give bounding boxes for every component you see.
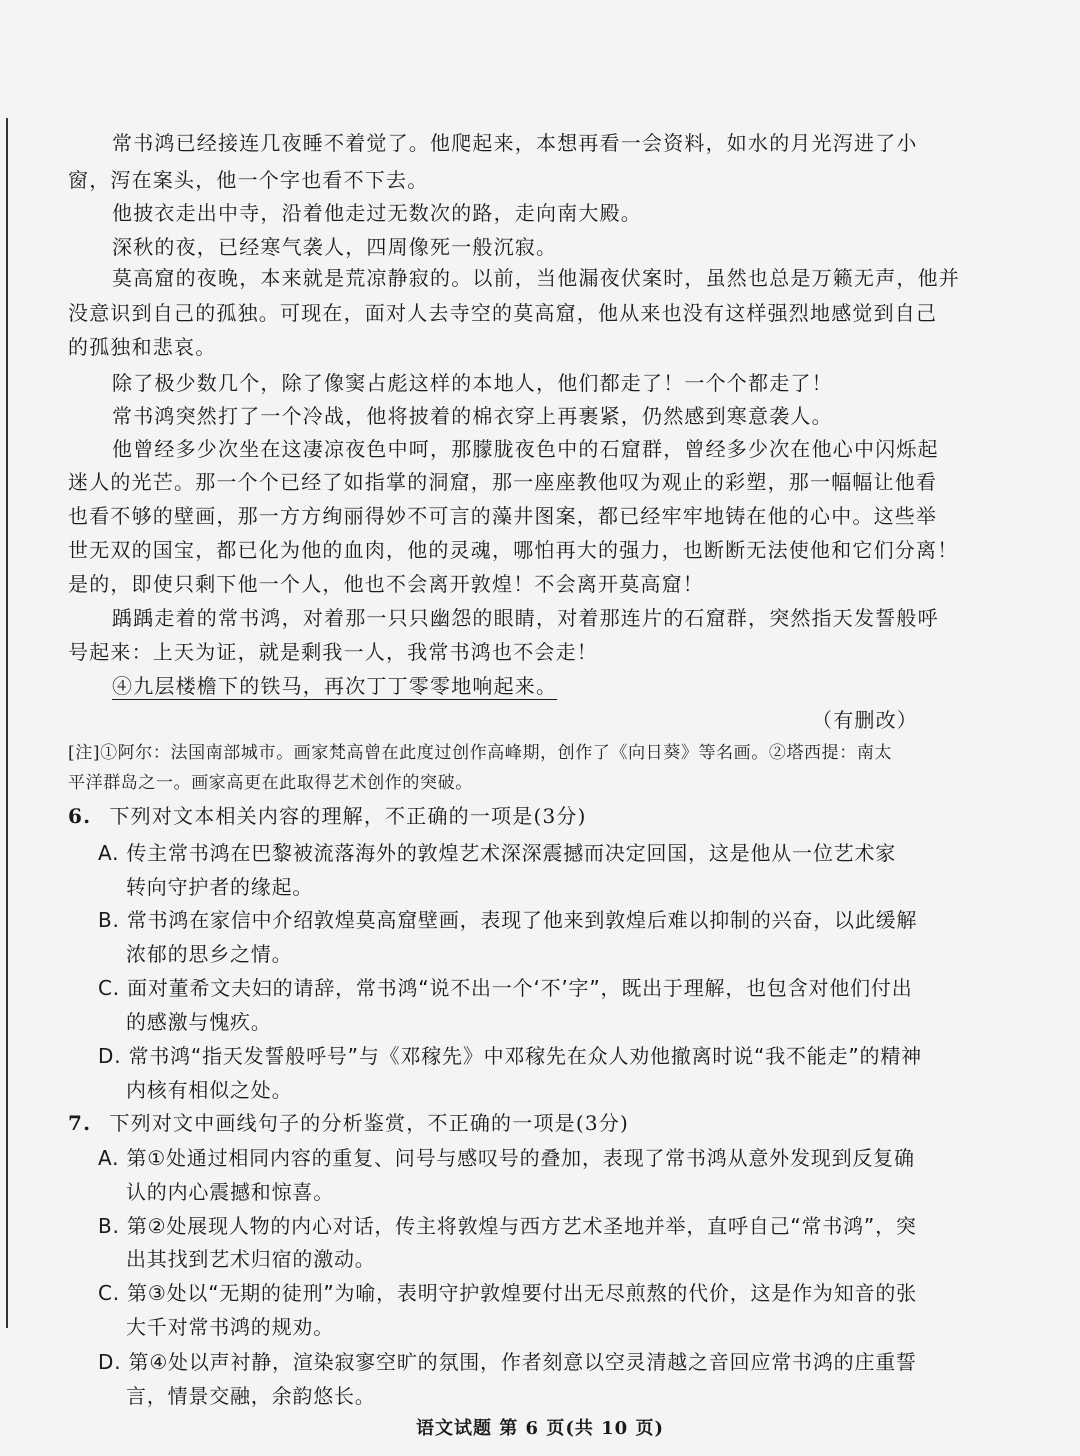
question-6 [68,803,587,829]
question-stem: 下列对文中画线句子的分析鉴赏，不正确的一项是(3分) [109,1111,629,1135]
source-note: （有删改） [812,708,918,732]
passage-line: 常书鸿已经接连几夜睡不着觉了。他爬起来，本想再看一会资料，如水的月光泻进了小 [112,131,918,155]
option-a-cont: 转向守护者的缘起。 [126,875,314,899]
margin-rule [6,118,8,1328]
option-d-cont: 内核有相似之处。 [126,1078,293,1102]
option-d: D. 第④处以声衬静，渲染寂寥空旷的氛围，作者刻意以空灵清越之音回应常书鸿的庄重誓 [98,1350,917,1374]
option-c: C. 第③处以“无期的徒刑”为喻，表明守护敦煌要付出无尽煎熬的代价，这是作为知音的张 [98,1281,917,1305]
underlined-sentence [112,673,557,699]
passage-line: 号起来：上天为证，就是剩我一人，我常书鸿也不会走！ [68,640,598,664]
option-b-cont: 出其找到艺术归宿的激动。 [126,1247,376,1271]
option-c-cont: 的感激与愧疚。 [126,1010,272,1034]
option-c: C. 面对董希文夫妇的请辞，常书鸿“说不出一个‘不’字”，既出于理解，也包含对他们付出 [98,976,913,1000]
passage-line: 踽踽走着的常书鸿，对着那一只只幽怨的眼睛，对着那连片的石窟群，突然指天发誓般呼 [112,606,939,630]
option-b-cont: 浓郁的思乡之情。 [126,942,293,966]
option-a: A. 传主常书鸿在巴黎被流落海外的敦煌艺术深深震撼而决定回国，这是他从一位艺术家 [98,841,897,865]
page-footer: 语文试题 第 6 页(共 10 页) [416,1418,664,1439]
passage-line: 莫高窟的夜晚，本来就是荒凉静寂的。以前，当他漏夜伏案时，虽然也总是万籁无声，他并 [112,266,960,290]
underlined-text: ④九层楼檐下的铁马，再次丁丁零零地响起来。 [112,674,558,698]
option-b: B. 第②处展现人物的内心对话，传主将敦煌与西方艺术圣地并举，直呼自己“常书鸿”，突 [98,1214,917,1238]
question-number: 6. [68,804,92,828]
passage-line: 除了极少数几个，除了像窦占彪这样的本地人，他们都走了！一个个都走了！ [112,371,833,395]
question-7 [68,1110,629,1136]
footnote-line: [注]①阿尔：法国南部城市。画家梵高曾在此度过创作高峰期，创作了《向日葵》等名画。②塔西提：南太 [68,743,893,763]
option-a-cont: 认的内心震撼和惊喜。 [126,1180,334,1204]
option-b: B. 常书鸿在家信中介绍敦煌莫高窟壁画，表现了他来到敦煌后难以抑制的兴奋，以此缓解 [98,908,918,932]
passage-line: 常书鸿突然打了一个冷战，他将披着的棉衣穿上再裹紧，仍然感到寒意袭人。 [112,404,833,428]
passage-line: 是的，即使只剩下他一个人，他也不会离开敦煌！不会离开莫高窟！ [68,572,704,596]
passage-line: 也看不够的壁画，那一方方绚丽得妙不可言的藻井图案，都已经牢牢地铸在他的心中。这些举 [68,504,938,528]
footnote-line: 平洋群岛之一。画家高更在此取得艺术创作的突破。 [68,773,473,793]
passage-line: 他曾经多少次坐在这凄凉夜色中呵，那朦胧夜色中的石窟群，曾经多少次在他心中闪烁起 [112,437,939,461]
option-d-cont: 言，情景交融，余韵悠长。 [126,1384,376,1408]
passage-line: 他披衣走出中寺，沿着他走过无数次的路，走向南大殿。 [112,201,642,225]
option-c-cont: 大千对常书鸿的规劝。 [126,1315,334,1339]
passage-line: 窗，泻在案头，他一个字也看不下去。 [68,168,429,192]
passage-line: 世无双的国宝，都已化为他的血肉，他的灵魂，哪怕再大的强力，也断断无法使他和它们分离！ [68,538,959,562]
option-d: D. 常书鸿“指天发誓般呼号”与《邓稼先》中邓稼先在众人劝他撤离时说“我不能走”的精神 [98,1044,922,1068]
passage-line: 的孤独和悲哀。 [68,335,217,359]
question-number: 7. [68,1111,92,1135]
passage-line: 没意识到自己的孤独。可现在，面对人去寺空的莫高窟，他从来也没有这样强烈地感觉到自己 [68,301,938,325]
passage-line: 深秋的夜，已经寒气袭人，四周像死一般沉寂。 [112,235,558,259]
option-a: A. 第①处通过相同内容的重复、问号与感叹号的叠加，表现了常书鸿从意外发现到反复确 [98,1146,915,1170]
passage-line: 迷人的光芒。那一个个已经了如指掌的洞窟，那一座座教他叹为观止的彩塑，那一幅幅让他看 [68,470,938,494]
question-stem: 下列对文本相关内容的理解，不正确的一项是(3分) [109,804,587,828]
